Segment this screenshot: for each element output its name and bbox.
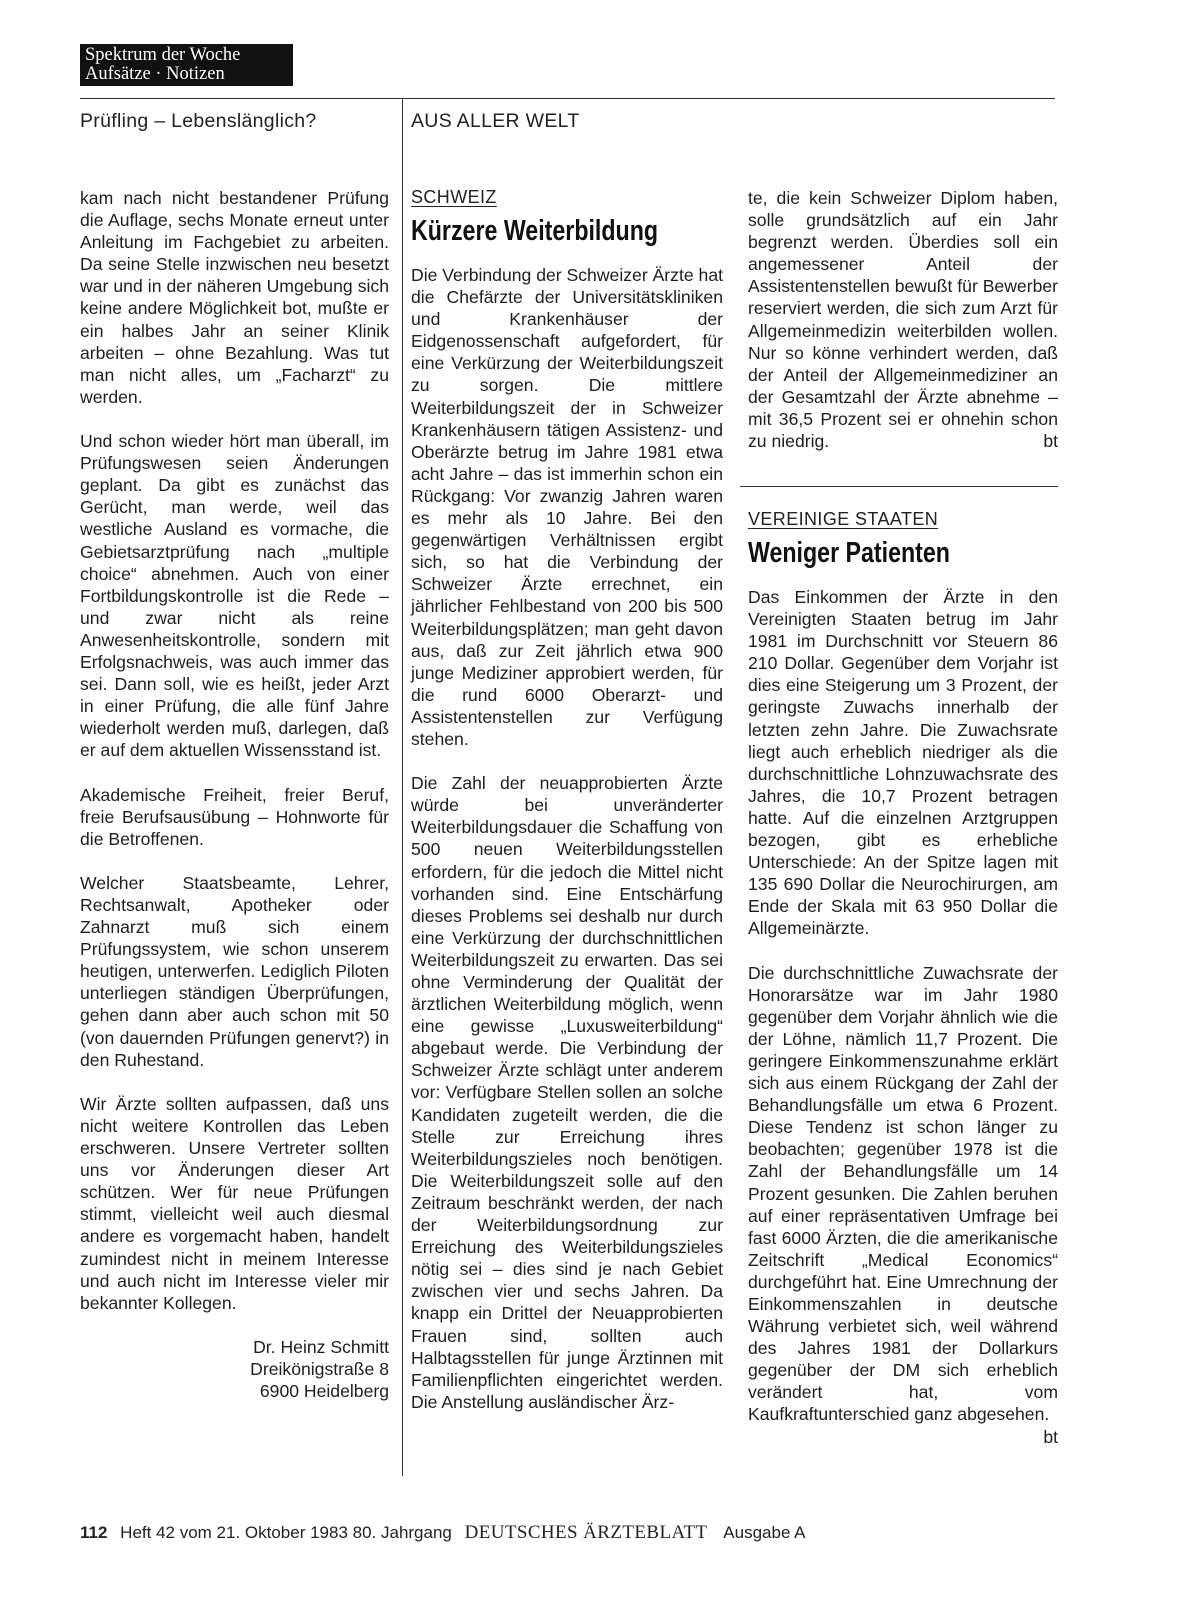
- schweiz-kicker: SCHWEIZ: [411, 187, 497, 207]
- top-rule: [80, 98, 1055, 99]
- edition-label: Ausgabe A: [723, 1523, 806, 1542]
- masthead: [80, 44, 293, 86]
- schweiz-paragraph-2: Die Zahl der neuapprobierten Ärzte würde bei unveränderter Weiterbildungsdauer die Schaffung von 500 neuen Weiterbildungsstellen erfordern, für die jedoch die Mittel nicht vorhanden sind. Eine Entschärfung dieses Problems sei deshalb nur durch eine Verkürzung der durchschnittlichen Weiterbildungszeit zu erwarten. Das sei ohne Verminderung der Qualität der ärztlichen Weiterbildung möglich, wenn eine gewisse „Luxusweiterbildung“ abgebaut werde. Die Verbindung der Schweizer Ärzte schlägt unter anderem vor: Verfügbare Stellen sollen an solche Kandidaten zugeteilt werden, die die Stelle zur Erreichung ihres Weiterbildungszieles noch benötigen. Die Weiterbildungszeit solle auf den Zeitraum beschränkt werden, der nach der Weiterbildungsordnung zur Erreichung des Weiterbildungszieles nötig sei – dies sind je nach Gebiet zwischen vier und sechs Jahren. Da knapp ein Drittel der Neuapprobierten Frauen sind, sollten auch Halbtagsstellen für junge Ärztinnen mit Familienpflichten eingerichtet werden. Die Anstellung ausländischer Ärz-: [411, 773, 723, 1412]
- schweiz-column: [411, 186, 723, 1413]
- schweiz-continuation-column: [748, 187, 1058, 452]
- letter-paragraph-1: kam nach nicht bestandener Prüfung die Auflage, sechs Monate erneut unter Anleitung im Fachgebiet zu arbeiten. Da seine Stelle inzwischen neu besetzt war und in der näheren Umgebung sich keine andere Möglichkeit bot, mußte er ein halbes Jahr an seiner Klinik arbeiten – ohne Bezahlung. Was tut man nicht alles, um „Facharzt“ zu werden.: [80, 188, 389, 407]
- usa-headline: Weniger Patienten: [748, 537, 950, 569]
- signature-street: Dreikönigstraße 8: [250, 1358, 389, 1379]
- usa-paragraph-1: Das Einkommen der Ärzte in den Vereinigten Staaten betrug im Jahr 1981 im Durchschnitt vor Steuern 86 210 Dollar. Gegenüber dem Vorjahr ist dies eine Steigerung um 3 Prozent, der geringste Zuwachs innerhalb der letzten zehn Jahre. Die Zuwachsrate liegt auch erheblich niedriger als die durchschnittliche Lohnzuwachsrate des Jahres, die 10,7 Prozent betragen hatte. Auf die einzelnen Arztgruppen bezogen, gibt es erhebliche Unterschiede: An der Spitze lagen mit 135 690 Dollar die Neurochirurgen, am Ende der Skala mit 63 950 Dollar die Allgemeinärzte.: [748, 587, 1058, 939]
- masthead-line-2: Aufsätze · Notizen: [85, 64, 225, 84]
- letter-paragraph-5: Wir Ärzte sollten aufpassen, daß uns nicht weitere Kontrollen das Leben erschweren. Unsere Vertreter sollten uns vor Änderungen dieser Art schützen. Wer für neue Prüfungen stimmt, vielleicht weil auch diesmal andere es vorgemacht haben, handelt zumindest nicht in meinem Interesse und auch nicht im Interesse vieler mir bekannter Kollegen.: [80, 1093, 389, 1313]
- page-number: 112: [80, 1523, 108, 1542]
- schweiz-headline: Kürzere Weiterbildung: [411, 215, 659, 247]
- column-divider-rule: [402, 98, 403, 1476]
- section-title-left: Prüfling – Lebenslänglich?: [80, 110, 317, 132]
- masthead-line-1: Spektrum der Woche: [85, 45, 241, 65]
- page-footer: [80, 1522, 806, 1544]
- letter-column: [80, 187, 389, 1402]
- section-rule-schweiz-usa: [740, 486, 1058, 487]
- journal-name: DEUTSCHES ÄRZTEBLATT: [464, 1522, 708, 1543]
- letter-paragraph-3: Akademische Freiheit, freier Beruf, freie Berufsausübung – Hohnworte für die Betroffenen.: [80, 784, 389, 849]
- usa-author-initials: bt: [1043, 1426, 1058, 1447]
- letter-paragraph-4: Welcher Staatsbeamte, Lehrer, Rechtsanwalt, Apotheker oder Zahnarzt muß sich einem Prüfungssystem, wie schon unserem heutigen, unterwerfen. Lediglich Piloten unterliegen ständigen Überprüfungen, gehen dann aber auch schon mit 50 (von dauernden Prüfungen genervt?) in den Ruhestand.: [80, 872, 389, 1070]
- schweiz-paragraph-3-text: te, die kein Schweizer Diplom haben, solle grundsätzlich auf ein Jahr begrenzt werden. Überdies soll ein angemessener Anteil der Assistentenstellen bewußt für Bewerber reserviert werden, die sich zum Arzt für Allgemeinmedizin weiterbilden wollen. Nur so könne verhindert werden, daß der Anteil der Allgemeinmediziner an der Gesamtzahl der Ärzte abnehme – mit 36,5 Prozent sei er ohnehin schon zu niedrig.: [748, 188, 1058, 452]
- schweiz-paragraph-1: Die Verbindung der Schweizer Ärzte hat die Chefärzte der Universitätskliniken und Krankenhäuser der Eidgenossenschaft aufgefordert, für eine Verkürzung der Weiterbildungszeit zu sorgen. Die mittlere Weiterbildungszeit der in Schweizer Krankenhäusern tätigen Assistenz- und Oberärzte betrug im Jahre 1981 etwa acht Jahre – das ist immerhin schon ein Rückgang: Vor zwanzig Jahren waren es mehr als 10 Jahre. Bei den gegenwärtigen Verhältnissen ergibt sich, so hat die Verbindung der Schweizer Ärzte errechnet, ein jährlicher Fehlbestand von 200 bis 500 Weiterbildungsplätzen; man geht davon aus, daß zur Zeit jährlich etwa 900 junge Mediziner approbiert werden, für die rund 6000 Oberarzt- und Assistentenstellen zur Verfügung stehen.: [411, 265, 723, 749]
- issue-info: Heft 42 vom 21. Oktober 1983 80. Jahrgang: [120, 1523, 452, 1542]
- schweiz-author-initials: bt: [1043, 431, 1058, 452]
- schweiz-paragraph-3: [748, 187, 1058, 452]
- usa-paragraph-2-text: Die durchschnittliche Zuwachsrate der Honorarsätze war im Jahr 1980 gegenüber dem Vorjahr ähnlich wie die der Löhne, nämlich 11,7 Prozent. Die geringere Einkommenszunahme erklärt sich aus einem Rückgang der Zahl der Behandlungsfälle um etwa 6 Prozent. Diese Tendenz ist schon länger zu beobachten; gegenüber 1978 ist die Zahl der Behandlungsfälle um 14 Prozent gesunken. Die Zahlen beruhen auf einer repräsentativen Umfrage bei fast 6000 Ärzten, die die amerikanische Zeitschrift „Medical Economics“ durchgeführt hat. Eine Umrechnung der Einkommenszahlen in deutsche Währung verbietet sich, weil während des Jahres 1981 der Dollarkurs gegenüber der DM sich erheblich verändert hat, vom Kaufkraftunterschied ganz abgesehen.: [748, 962, 1058, 1425]
- usa-kicker: VEREINIGE STAATEN: [748, 509, 939, 529]
- signature-name: Dr. Heinz Schmitt: [253, 1336, 389, 1357]
- letter-paragraph-2: Und schon wieder hört man überall, im Prüfungswesen seien Änderungen geplant. Da gibt es zunächst das Gerücht, man werde, weil das westliche Ausland es vormache, die Gebietsarztprüfung nach „multiple choice“ abnehmen. Auch von einer Fortbildungskontrolle ist die Rede – und zwar nicht als reine Anwesenheitskontrolle, sondern mit Erfolgsnachweis, was auch immer das sei. Dann soll, wie es heißt, jeder Arzt in einer Prüfung, die alle fünf Jahre wiederholt werden muß, darlegen, daß er auf dem aktuellen Wissensstand ist.: [80, 431, 389, 761]
- section-title-right: AUS ALLER WELT: [411, 110, 580, 132]
- usa-paragraph-2: [748, 962, 1058, 1447]
- usa-column: [748, 508, 1058, 1448]
- signature-city: 6900 Heidelberg: [259, 1380, 389, 1401]
- letter-signature: [80, 1336, 389, 1402]
